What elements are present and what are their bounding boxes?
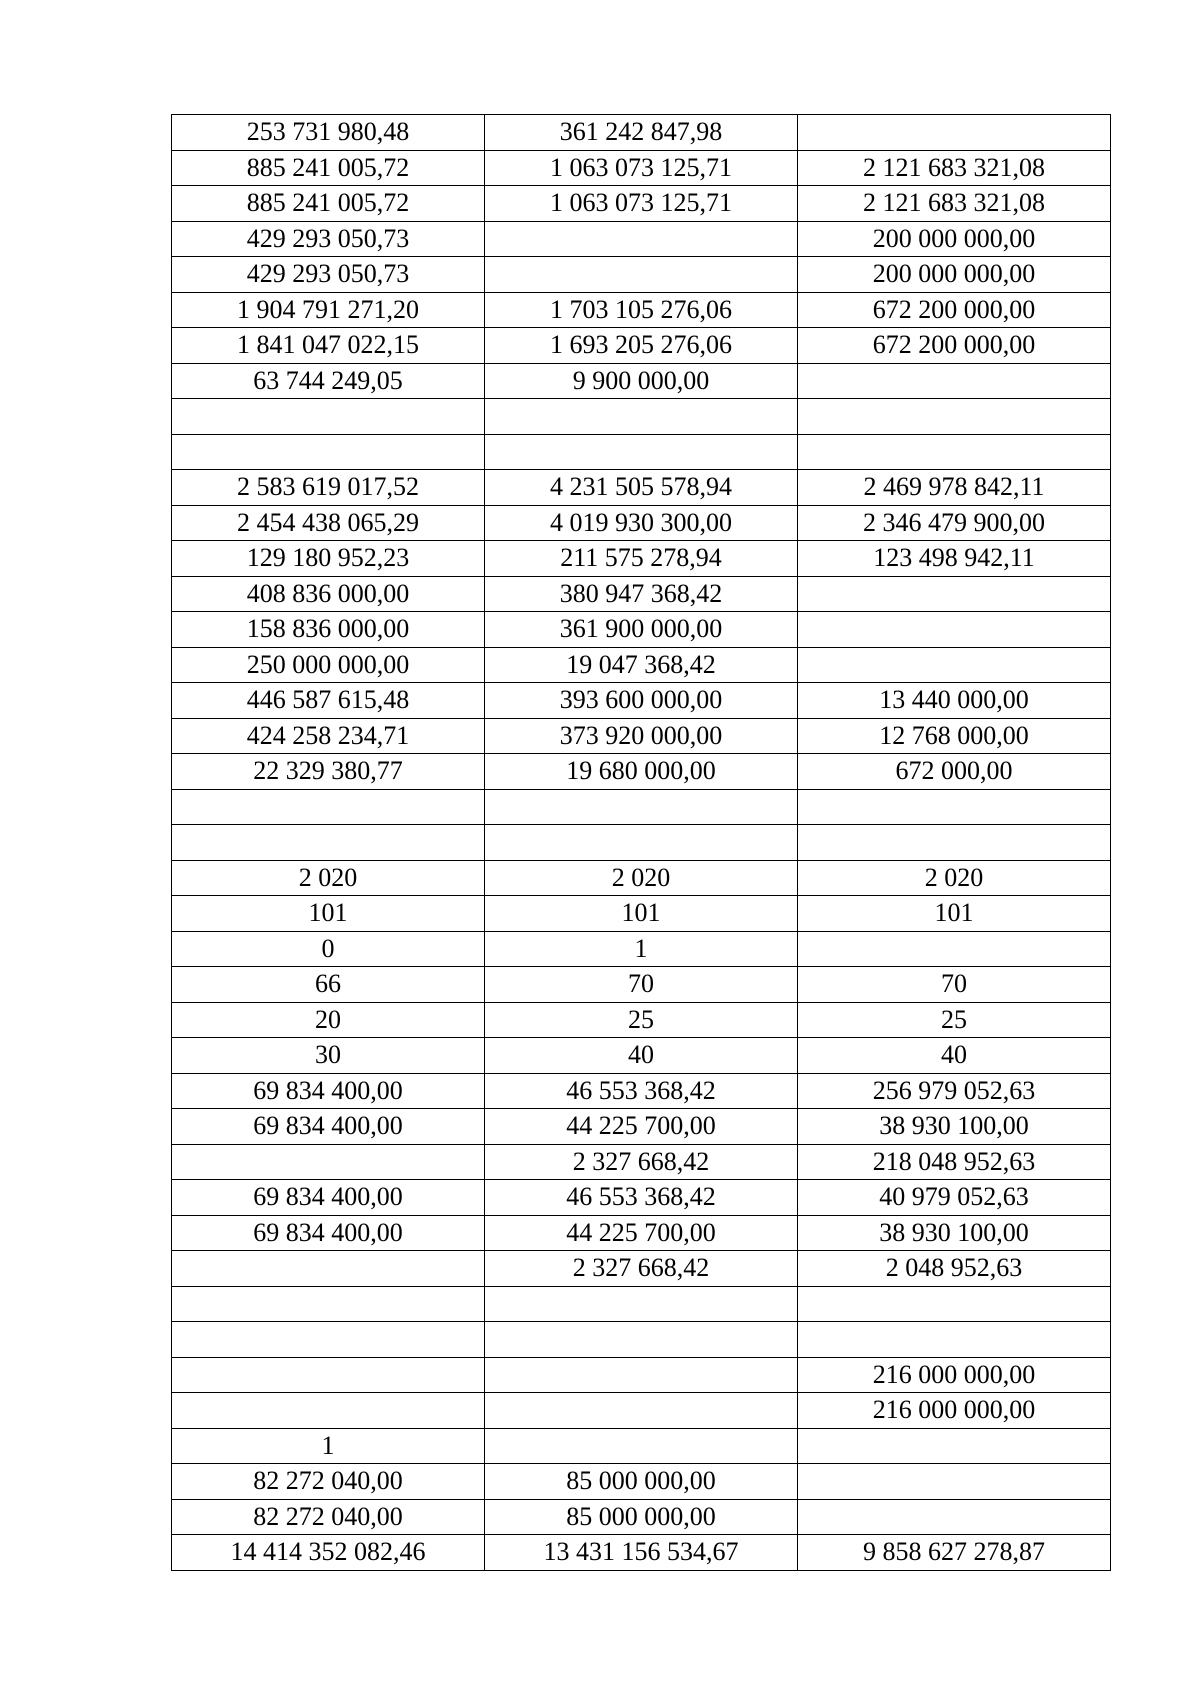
table-cell: 672 000,00: [798, 754, 1111, 790]
table-cell: 129 180 952,23: [172, 541, 485, 577]
table-cell: [485, 1286, 798, 1322]
table-cell: [798, 931, 1111, 967]
table-cell: 200 000 000,00: [798, 257, 1111, 293]
table-cell: 885 241 005,72: [172, 186, 485, 222]
table-cell: 25: [798, 1002, 1111, 1038]
table-cell: 69 834 400,00: [172, 1215, 485, 1251]
table-cell: 2 327 668,42: [485, 1251, 798, 1287]
table-cell: 44 225 700,00: [485, 1109, 798, 1145]
table-cell: 40: [485, 1038, 798, 1074]
table-cell: 1 063 073 125,71: [485, 150, 798, 186]
table-row: [172, 541, 1111, 577]
table-cell: [798, 647, 1111, 683]
table-row: [172, 754, 1111, 790]
table-row: [172, 612, 1111, 648]
table-cell: 70: [798, 967, 1111, 1003]
table-cell: [798, 789, 1111, 825]
table-row: [172, 150, 1111, 186]
table-cell: 1 693 205 276,06: [485, 328, 798, 364]
table-cell: [485, 825, 798, 861]
table-cell: 429 293 050,73: [172, 221, 485, 257]
table-row: [172, 1002, 1111, 1038]
table-cell: 216 000 000,00: [798, 1357, 1111, 1393]
table-row: [172, 967, 1111, 1003]
table-cell: 13 440 000,00: [798, 683, 1111, 719]
table-row: [172, 1357, 1111, 1393]
table-cell: [172, 1251, 485, 1287]
table-cell: 672 200 000,00: [798, 328, 1111, 364]
table-cell: [172, 1322, 485, 1358]
document-page: [171, 114, 1110, 1571]
table-cell: 25: [485, 1002, 798, 1038]
table-row: [172, 647, 1111, 683]
table-cell: [798, 115, 1111, 151]
table-cell: 46 553 368,42: [485, 1073, 798, 1109]
table-cell: 85 000 000,00: [485, 1499, 798, 1535]
table-row: [172, 576, 1111, 612]
table-cell: [172, 1144, 485, 1180]
table-cell: [485, 221, 798, 257]
table-cell: 2 346 479 900,00: [798, 505, 1111, 541]
table-cell: 393 600 000,00: [485, 683, 798, 719]
table-cell: 256 979 052,63: [798, 1073, 1111, 1109]
table-row: [172, 789, 1111, 825]
table-cell: 46 553 368,42: [485, 1180, 798, 1216]
table-cell: 2 048 952,63: [798, 1251, 1111, 1287]
table-cell: 218 048 952,63: [798, 1144, 1111, 1180]
table-cell: 1 904 791 271,20: [172, 292, 485, 328]
table-row: [172, 505, 1111, 541]
table-cell: 2 020: [798, 860, 1111, 896]
table-row: [172, 1535, 1111, 1571]
table-cell: [172, 1357, 485, 1393]
table-cell: 9 858 627 278,87: [798, 1535, 1111, 1571]
table-row: [172, 1215, 1111, 1251]
table-cell: 1: [485, 931, 798, 967]
table-cell: [798, 1322, 1111, 1358]
table-row: [172, 1073, 1111, 1109]
table-cell: 885 241 005,72: [172, 150, 485, 186]
table-cell: 211 575 278,94: [485, 541, 798, 577]
table-cell: [485, 1428, 798, 1464]
table-cell: [485, 434, 798, 470]
table-cell: 101: [485, 896, 798, 932]
table-cell: [172, 1393, 485, 1429]
table-cell: 19 680 000,00: [485, 754, 798, 790]
table-row: [172, 186, 1111, 222]
table-cell: 2 583 619 017,52: [172, 470, 485, 506]
table-cell: 4 231 505 578,94: [485, 470, 798, 506]
table-cell: [172, 789, 485, 825]
table-cell: 44 225 700,00: [485, 1215, 798, 1251]
table-cell: [798, 576, 1111, 612]
table-cell: [798, 1499, 1111, 1535]
table-cell: 216 000 000,00: [798, 1393, 1111, 1429]
table-cell: 672 200 000,00: [798, 292, 1111, 328]
table-row: [172, 363, 1111, 399]
table-cell: 2 327 668,42: [485, 1144, 798, 1180]
table-row: [172, 115, 1111, 151]
table-cell: 101: [798, 896, 1111, 932]
table-cell: 1 063 073 125,71: [485, 186, 798, 222]
table-cell: [798, 825, 1111, 861]
table-cell: [485, 399, 798, 435]
table-cell: 66: [172, 967, 485, 1003]
table-cell: 1 703 105 276,06: [485, 292, 798, 328]
table-row: [172, 1038, 1111, 1074]
table-cell: 373 920 000,00: [485, 718, 798, 754]
table-row: [172, 1180, 1111, 1216]
table-row: [172, 257, 1111, 293]
table-row: [172, 221, 1111, 257]
table-cell: 2 454 438 065,29: [172, 505, 485, 541]
table-cell: 12 768 000,00: [798, 718, 1111, 754]
table-cell: [172, 434, 485, 470]
table-cell: [798, 399, 1111, 435]
table-cell: 69 834 400,00: [172, 1180, 485, 1216]
table-cell: 22 329 380,77: [172, 754, 485, 790]
table-cell: 200 000 000,00: [798, 221, 1111, 257]
table-cell: 361 900 000,00: [485, 612, 798, 648]
table-cell: [172, 399, 485, 435]
table-cell: 1: [172, 1428, 485, 1464]
table-cell: 2 121 683 321,08: [798, 186, 1111, 222]
table-row: [172, 1144, 1111, 1180]
table-row: [172, 1393, 1111, 1429]
table-cell: 9 900 000,00: [485, 363, 798, 399]
table-cell: [172, 1286, 485, 1322]
table-cell: 82 272 040,00: [172, 1464, 485, 1500]
table-cell: 13 431 156 534,67: [485, 1535, 798, 1571]
table-cell: 429 293 050,73: [172, 257, 485, 293]
table-cell: [798, 363, 1111, 399]
table-cell: 2 020: [172, 860, 485, 896]
table-cell: 101: [172, 896, 485, 932]
table-cell: 70: [485, 967, 798, 1003]
table-body: [172, 115, 1111, 1571]
table-cell: 158 836 000,00: [172, 612, 485, 648]
table-cell: [485, 1357, 798, 1393]
table-cell: 20: [172, 1002, 485, 1038]
table-cell: 2 469 978 842,11: [798, 470, 1111, 506]
table-row: [172, 1109, 1111, 1145]
table-row: [172, 399, 1111, 435]
table-cell: [798, 1464, 1111, 1500]
table-cell: [485, 1322, 798, 1358]
table-row: [172, 896, 1111, 932]
table-cell: [485, 1393, 798, 1429]
table-row: [172, 1428, 1111, 1464]
table-row: [172, 470, 1111, 506]
table-cell: [798, 1286, 1111, 1322]
table-row: [172, 1499, 1111, 1535]
table-cell: 19 047 368,42: [485, 647, 798, 683]
table-cell: [172, 825, 485, 861]
table-cell: [798, 1428, 1111, 1464]
table-cell: 123 498 942,11: [798, 541, 1111, 577]
table-cell: 69 834 400,00: [172, 1109, 485, 1145]
table-cell: 30: [172, 1038, 485, 1074]
table-row: [172, 1322, 1111, 1358]
table-row: [172, 825, 1111, 861]
table-row: [172, 860, 1111, 896]
table-cell: 85 000 000,00: [485, 1464, 798, 1500]
table-cell: [798, 434, 1111, 470]
table-cell: 253 731 980,48: [172, 115, 485, 151]
table-cell: 380 947 368,42: [485, 576, 798, 612]
table-cell: 361 242 847,98: [485, 115, 798, 151]
table-cell: 38 930 100,00: [798, 1109, 1111, 1145]
table-cell: 2 020: [485, 860, 798, 896]
table-row: [172, 434, 1111, 470]
table-cell: 14 414 352 082,46: [172, 1535, 485, 1571]
table-cell: 63 744 249,05: [172, 363, 485, 399]
table-row: [172, 683, 1111, 719]
table-row: [172, 1251, 1111, 1287]
table-cell: 0: [172, 931, 485, 967]
table-row: [172, 1464, 1111, 1500]
data-table: [171, 114, 1111, 1571]
table-row: [172, 1286, 1111, 1322]
table-cell: 1 841 047 022,15: [172, 328, 485, 364]
table-cell: 69 834 400,00: [172, 1073, 485, 1109]
table-cell: 38 930 100,00: [798, 1215, 1111, 1251]
table-cell: 424 258 234,71: [172, 718, 485, 754]
table-cell: 2 121 683 321,08: [798, 150, 1111, 186]
table-row: [172, 931, 1111, 967]
table-cell: [485, 789, 798, 825]
table-row: [172, 292, 1111, 328]
table-cell: [485, 257, 798, 293]
table-cell: 446 587 615,48: [172, 683, 485, 719]
table-cell: 40 979 052,63: [798, 1180, 1111, 1216]
table-cell: 408 836 000,00: [172, 576, 485, 612]
table-cell: 4 019 930 300,00: [485, 505, 798, 541]
table-row: [172, 328, 1111, 364]
table-cell: 250 000 000,00: [172, 647, 485, 683]
table-row: [172, 718, 1111, 754]
table-cell: 40: [798, 1038, 1111, 1074]
table-cell: [798, 612, 1111, 648]
table-cell: 82 272 040,00: [172, 1499, 485, 1535]
